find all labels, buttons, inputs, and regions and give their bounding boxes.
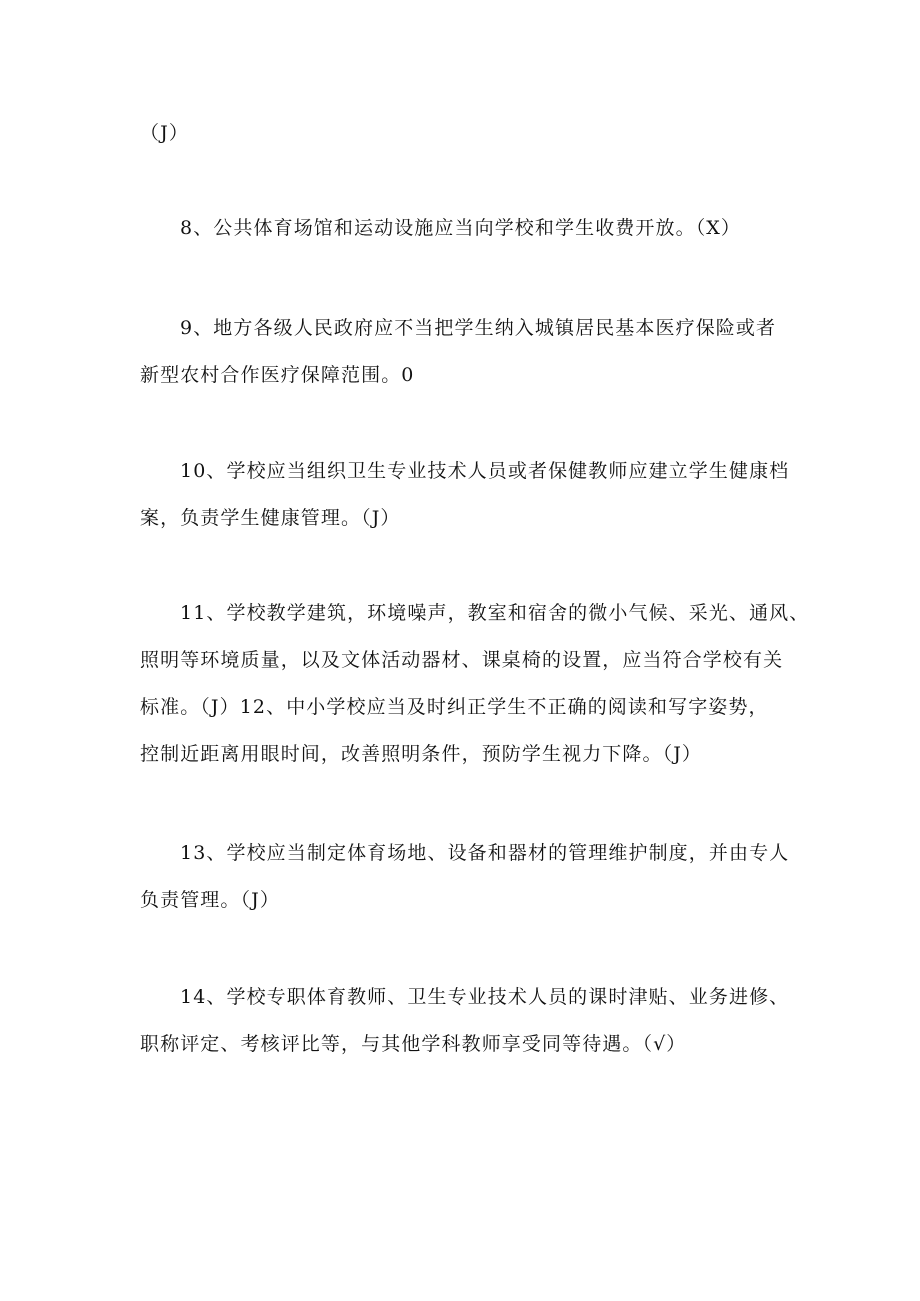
question-14-line-2: 职称评定、考核评比等，与其他学科教师享受同等待遇。（√） <box>140 1033 687 1055</box>
question-14-line-1: 14、学校专职体育教师、卫生专业技术人员的课时津贴、业务进修、 <box>180 986 790 1008</box>
question-10-line-1: 10、学校应当组织卫生专业技术人员或者保健教师应建立学生健康档 <box>180 460 790 482</box>
question-13-line-1: 13、学校应当制定体育场地、设备和器材的管理维护制度，并由专人 <box>180 842 790 864</box>
question-11-line-2: 照明等环境质量，以及文体活动器材、课桌椅的设置，应当符合学校有关 <box>140 649 784 671</box>
question-9-line-2: 新型农村合作医疗保障范围。0 <box>140 364 415 386</box>
answer-fragment: （J） <box>140 122 189 144</box>
question-9-line-1: 9、地方各级人民政府应不当把学生纳入城镇居民基本医疗保险或者 <box>180 317 777 339</box>
question-11-line-1: 11、学校教学建筑，环境噪声，教室和宿舍的微小气候、采光、通风、 <box>180 602 810 624</box>
question-13-line-2: 负责管理。（J） <box>140 889 280 911</box>
question-11-line-4: 控制近距离用眼时间，改善照明条件，预防学生视力下降。（J） <box>140 743 703 765</box>
question-8-line-1: 8、公共体育场馆和运动设施应当向学校和学生收费开放。（X） <box>180 217 742 239</box>
question-11-line-3: 标准。（J）12、中小学校应当及时纠正学生不正确的阅读和写字姿势， <box>140 696 769 718</box>
question-10-line-2: 案，负责学生健康管理。（J） <box>140 507 401 529</box>
